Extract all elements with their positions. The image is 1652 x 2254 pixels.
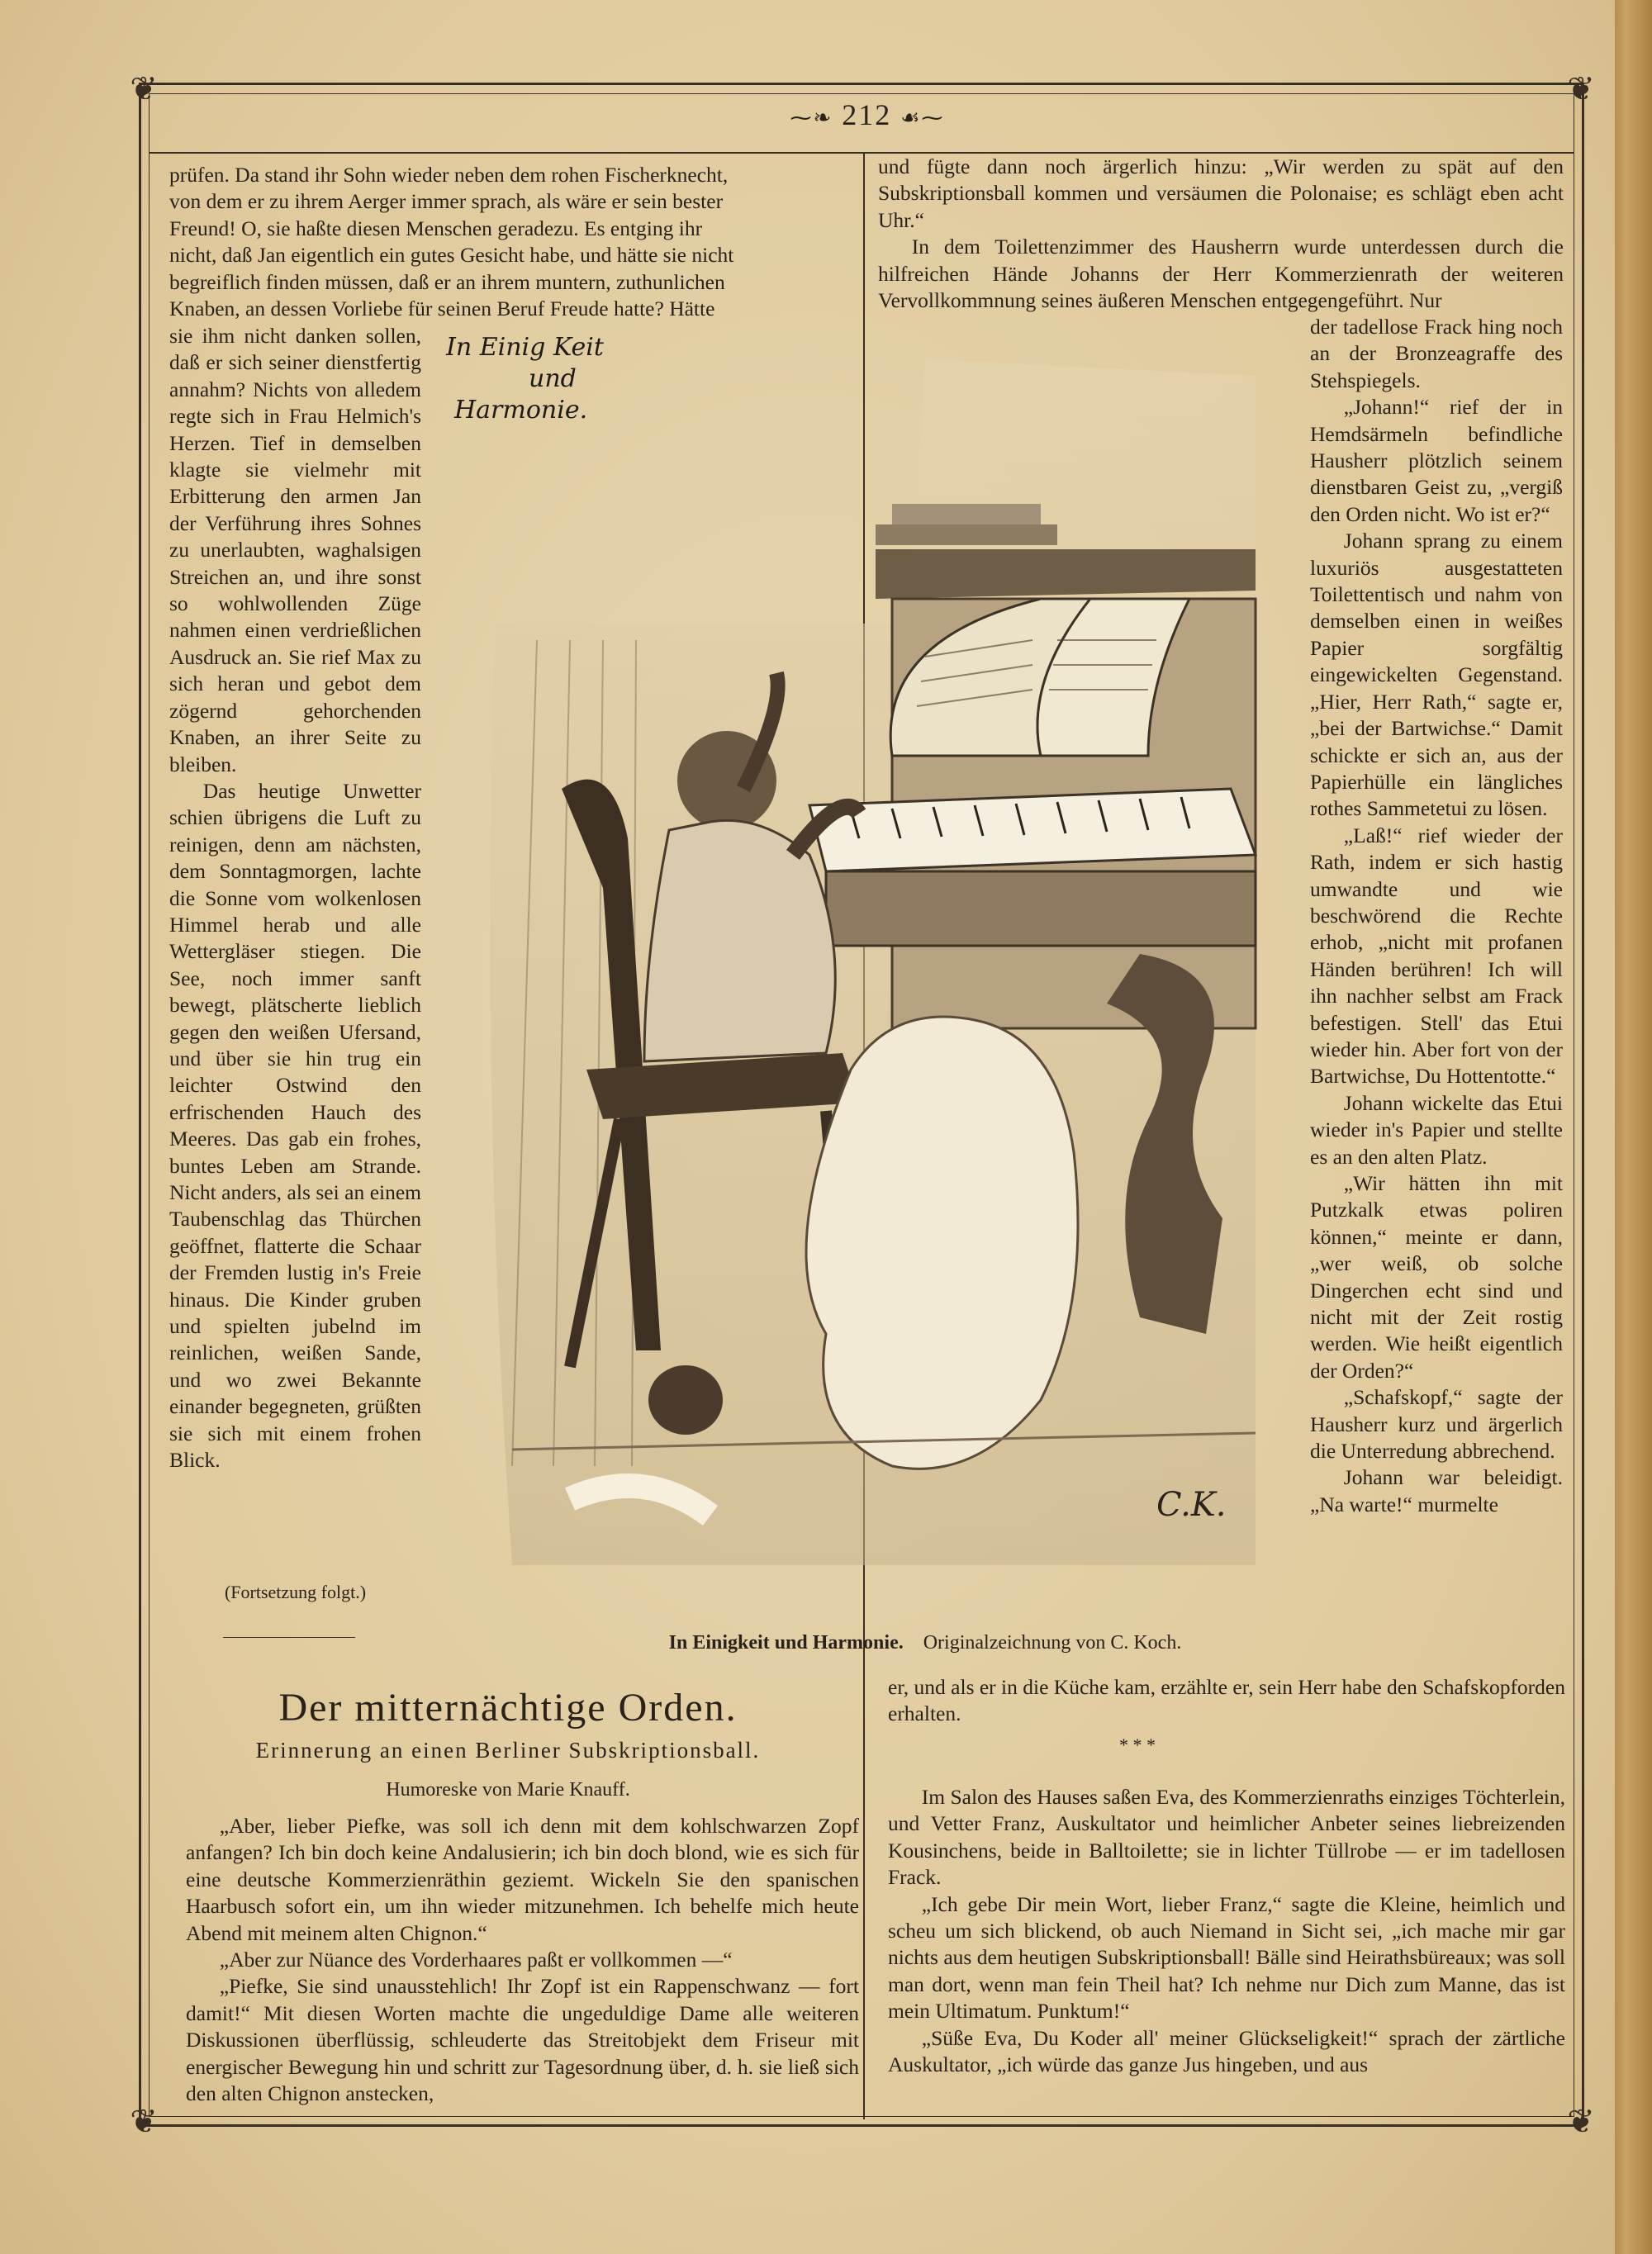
page-number: [743, 97, 991, 132]
right-column-narrow: [1310, 314, 1563, 1518]
caption-rule: [223, 1637, 355, 1638]
caption-title: In Einigkeit und Harmonie.: [668, 1632, 904, 1654]
text-line: von dem er zu ihrem Aerger immer sprach, als wäre er sein bester: [169, 189, 724, 214]
artist-signature: C.K.: [1156, 1486, 1227, 1524]
story-body: [186, 1813, 859, 2107]
story-subtitle: Erinnerung an einen Berliner Subskriptionsball.: [255, 1738, 761, 1763]
handwritten-line: In Einig Keit: [446, 333, 604, 362]
paragraph: „Laß!“ rief wieder der Rath, indem er sich hastig umwandte und wie beschwörend die Rechte erhob, „nicht mit profanen Händen berühren! Ich will ihn nachher selbst am Frack befestigen. Stell' das Etui wieder hin. Aber fort von der Bartwichse, Du Hottentotte.“: [1310, 823, 1563, 1089]
paragraph: Im Salon des Hauses saßen Eva, des Kommerzienraths einziges Töchterlein, und Vetter Franz, Auskultator und heimlicher Anbeter seines liebreizenden Kousinchens, beide in Balltoilette; sie in lichter Tüllrobe — er im tadellosen Frack.: [888, 1785, 1565, 1890]
paragraph: In dem Toilettenzimmer des Hausherrn wurde unterdessen durch die hilfreichen Hände Johanns der Herr Kommerzienrath der weiteren Vervollkommnung seines äußeren Menschen entgegengeführt. Nur: [878, 235, 1564, 313]
piano-case: [826, 871, 1256, 946]
paragraph: er, und als er in die Küche kam, erzählte er, sein Herr habe den Schafskopforden erhalten.: [888, 1675, 1565, 1726]
paragraph: „Schafskopf,“ sagte der Hausherr kurz und ärgerlich die Unterredung abbrechend.: [1310, 1385, 1563, 1464]
page-edge: [1615, 0, 1652, 2254]
story-byline: Humoreske von Marie Knauff.: [386, 1779, 630, 1801]
right-column-bottom: [888, 1674, 1565, 1728]
corner-ornament-icon: ❦: [1567, 70, 1595, 107]
paragraph: Johann war beleidigt. „Na warte!“ murmelte: [1310, 1465, 1563, 1516]
paragraph: Das heutige Unwetter schien übrigens die Luft zu reinigen, denn am nächsten, dem Sonntagmorgen, lachte die Sonne vom wolkenlosen Himmel herab und alle Wettergläser stiegen. Die See, noch immer sanft bewegt, plätscherte lieblich gegen den weißen Ufersand, und über sie hin trug ein leichter Ostwind den erfrischenden Hauch des Meeres. Das gab ein frohes, buntes Leben am Strande. Nicht anders, als sei an einem Taubenschlag das Thürchen geöffnet, flatterte die Schaar der Fremden lustig in's Freie hinaus. Die Kinder gruben und spielten jubelnd im reinlichen, weißen Sande, und wo zwei Bekannte einander begegneten, grüßten sie sich mit einem frohen Blick.: [169, 778, 421, 1473]
left-column-narrow: [169, 323, 421, 1473]
text-line: Knaben, an dessen Vorliebe für seinen Beruf Freude hatte? Hätte: [169, 297, 715, 321]
text-line: Freund! O, sie haßte diesen Menschen geradezu. Es entging ihr: [169, 216, 703, 240]
paragraph: „Wir hätten ihn mit Putzkalk etwas poliren können,“ meinte er dann, „wer weiß, ob solche Dingerchen echt sind und nicht mit der Zeit rostig werden. Wie heißt eigentlich der Orden?“: [1310, 1171, 1563, 1383]
paragraph: „Piefke, Sie sind unausstehlich! Ihr Zopf ist ein Rappenschwanz — fort damit!“ Mit diesen Worten machte die ungeduldige Dame alle weiteren Diskussionen überflüssig, schleuderte das Streitobjekt dem Friseur mit energischer Bewegung hin und schritt zur Tagesordnung über, d. h. sie ließ sich den alten Chignon anstecken,: [186, 1974, 859, 2106]
caption-credit: Originalzeichnung von C. Koch.: [923, 1632, 1182, 1654]
paragraph: „Süße Eva, Du Koder all' meiner Glückseligkeit!“ sprach der zärtliche Auskultator, „ich würde das ganze Jus hingeben, und aus: [888, 2025, 1565, 2077]
handwritten-line: Harmonie.: [454, 396, 588, 425]
page-number-value: 212: [842, 98, 892, 131]
separator-stars: * * *: [1119, 1734, 1156, 1755]
illustration-caption: [578, 1632, 1272, 1654]
toy-ball: [648, 1365, 723, 1435]
white-poodle: [806, 1017, 1078, 1469]
paragraph: und fügte dann noch ärgerlich hinzu: „Wir werden zu spät auf den Subskriptionsball kommen und versäumen die Polonaise; es schlägt eben acht Uhr.“: [878, 154, 1564, 232]
right-column-top: [878, 154, 1564, 314]
corner-ornament-icon: ❦: [130, 2103, 158, 2140]
ornament-right-icon: ☙⁓: [900, 106, 945, 130]
paragraph: sie ihm nicht danken sollen, daß er sich seiner dienstfertig annahm? Nichts von alledem regte sich in Frau Helmich's Herzen. Tief in demselben klagte sie vielmehr mit Erbitterung den armen Jan der Verführung ihres Sohnes zu unerlaubten, waghalsigen Streichen an, und ihre sonst so wohlwollenden Züge nahmen einen verdrießlichen Ausdruck an. Sie rief Max zu sich heran und gebot dem zögernd gehorchenden Knaben, an ihrer Seite zu bleiben.: [169, 324, 421, 776]
handwritten-note: [446, 332, 628, 448]
text-line: prüfen. Da stand ihr Sohn wieder neben dem rohen Fischerknecht,: [169, 163, 729, 187]
paragraph: „Ich gebe Dir mein Wort, lieber Franz,“ sagte die Kleine, heimlich und scheu um sich blickend, ob auch Niemand in Sicht sei, „ich mache mir gar nichts aus dem heutigen Subskriptionsball! Bälle sind Heirathsbüreaux; was soll man dort, wenn man fein Theil hat? Ich nehme nur Dich zum Manne, das ist mein Ultimatum. Punktum!“: [888, 1891, 1565, 2024]
ornament-left-icon: ⁓❧: [790, 106, 833, 130]
corner-ornament-icon: ❦: [130, 70, 158, 107]
corner-ornament-icon: ❦: [1567, 2103, 1595, 2140]
left-column-top: [169, 162, 847, 327]
piano-top: [876, 549, 1256, 599]
paragraph: „Aber zur Nüance des Vorderhaares paßt er vollkommen —“: [219, 1948, 733, 1972]
paragraph: „Aber, lieber Piefke, was soll ich denn mit dem kohlschwarzen Zopf anfangen? Ich bin doch keine Andalusierin; ich bin doch blond, wie es sich für eine deutsche Kommerzienräthin geziemt. Wickeln Sie den spanischen Haarbusch sofort ein, um ihn wieder mitzunehmen. Ich behelfe mich heute Abend mit meinem alten Chignon.“: [186, 1814, 859, 1945]
boy-body: [644, 820, 835, 1061]
paragraph: Johann wickelte das Etui wieder in's Papier und stellte es an den alten Platz.: [1310, 1090, 1563, 1169]
section-separator: [888, 1734, 1565, 1776]
handwritten-line: und: [529, 364, 577, 393]
paragraph: Johann sprang zu einem luxuriös ausgestatteten Toilettentisch und nahm von demselben einen in weißes Papier sorgfältig eingewickelten Gegenstand. „Hier, Herr Rath,“ sagte er, „bei der Bartwichse.“ Damit schickte er sich an, aus der Papierhülle ein längliches rothes Sammetetui zu lösen.: [1310, 529, 1563, 821]
text-line: nicht, daß Jan eigentlich ein gutes Gesicht habe, und hätte sie nicht: [169, 243, 734, 268]
right-column-lower: [888, 1784, 1565, 2078]
paragraph: „Johann!“ rief der in Hemdsärmeln befindliche Hausherr plötzlich seinem dienstbaren Geist zu, „vergiß den Orden nicht. Wo ist er?“: [1310, 395, 1563, 526]
stacked-books: [892, 504, 1041, 524]
continued-note: (Fortsetzung folgt.): [224, 1582, 367, 1602]
illustration-boy-at-piano: [463, 326, 1305, 1582]
text-line: begreiflich finden müssen, daß er an ihrem muntern, zuthunlichen: [169, 269, 725, 294]
paragraph: der tadellose Frack hing noch an der Bronzeagraffe des Stehspiegels.: [1310, 315, 1563, 392]
stacked-books: [876, 524, 1057, 545]
story-title: Der mitternächtige Orden.: [278, 1686, 738, 1730]
